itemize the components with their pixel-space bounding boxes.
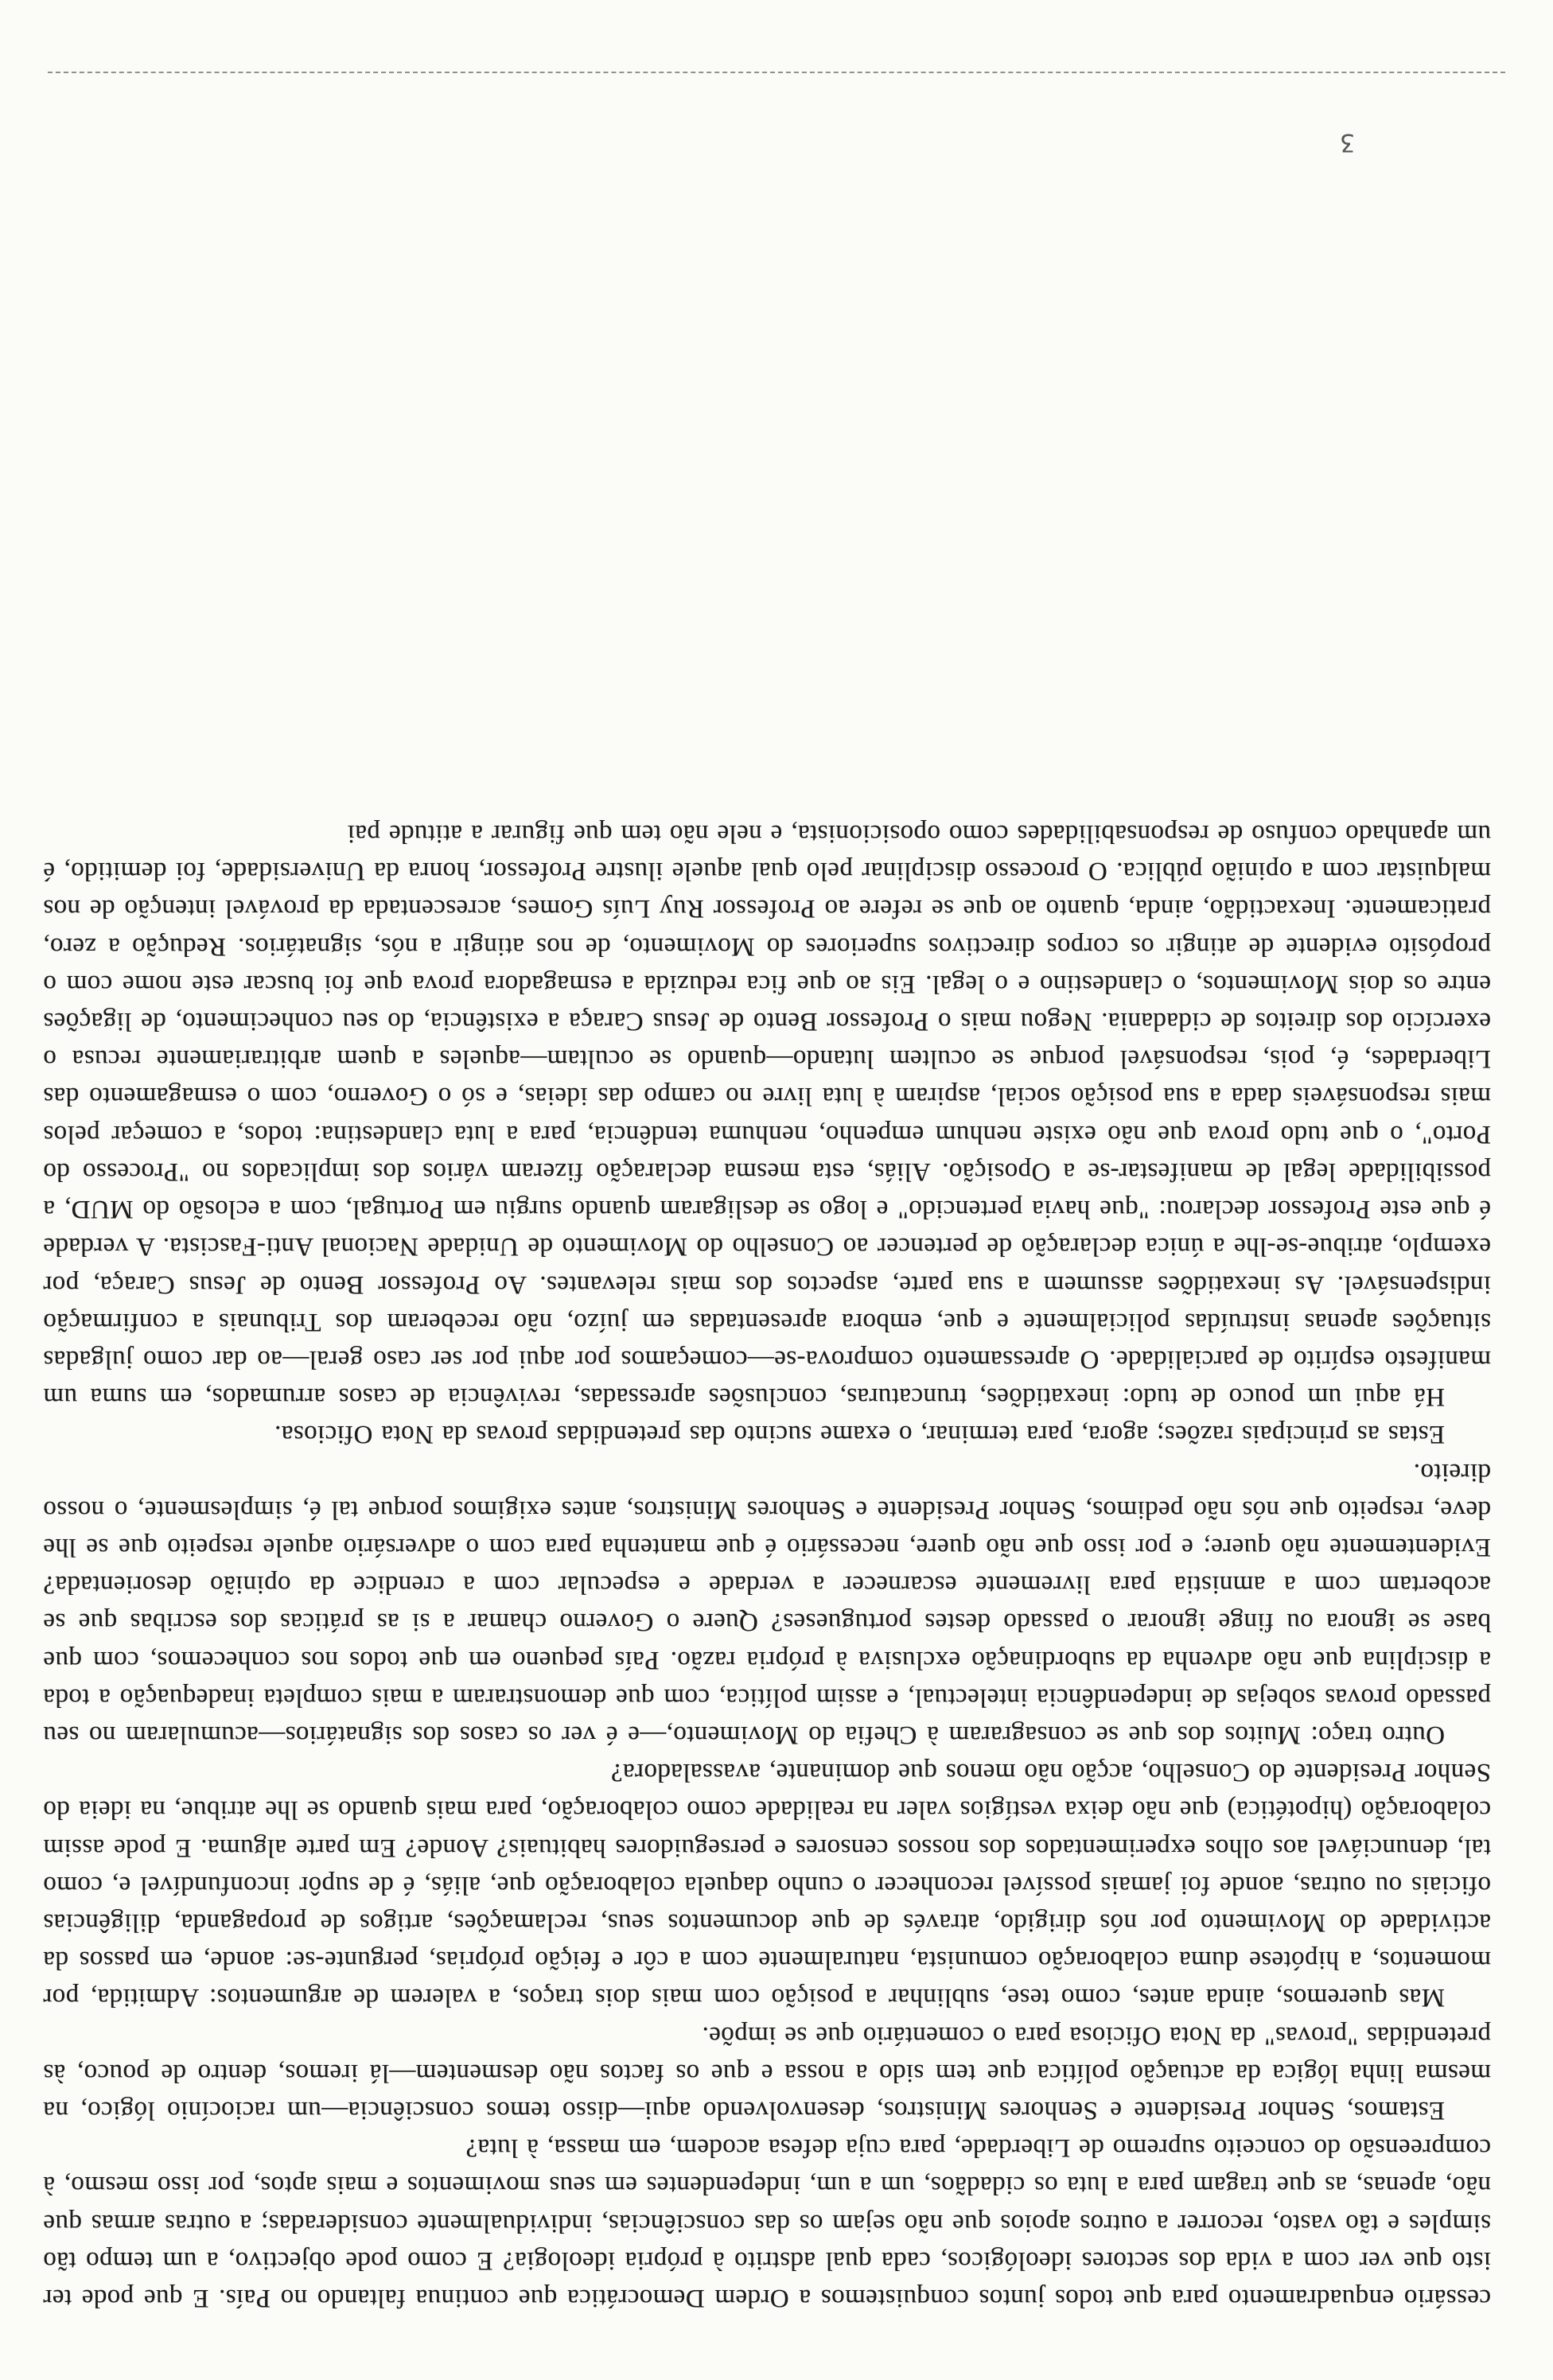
page-edge-rule — [48, 69, 1505, 73]
paragraph-6: Há aqui um pouco de tudo: inexatidões, truncaturas, conclusões apressadas, revivência de casos arrumados, em suma um manifesto espírito de parcialidade. O apressamento comprova-se—começamos por aqui por ser caso geral—ao dar como julgadas situações apenas instruídas policialmente e que, embora apresentadas em juízo, não receberam dos Tribunais a confirmação indispensável. As inexatidões assumem a sua parte, aspectos dos mais relevantes. Ao Professor Bento de Jesus Caraça, por exemplo, atribue-se-lhe a única declaração de pertencer ao Conselho do Movimento de Unidade Nacional Anti-Fascista. A verdade é que este Professor declarou: "que havia pertencido" e logo se desligaram quando surgiu em Portugal, com a eclosão do MUD, a possibilidade legal de manifestar-se a Oposição. Aliás, esta mesma declaração fizeram vários dos implicados no "Processo do Porto", o que tudo prova que não existe nenhum empenho, nenhuma tendência, para a luta clandestina: todos, a começar pelos mais responsáveis dada a sua posição social, aspiram à luta livre no campo das ideias, e só o Governo, com o esmagamento das Liberdades, é, pois, responsável porque se ocultem lutando—quando se ocultam—aqueles a quem arbitrariamente recusa o exercício dos direitos de cidadania. Negou mais o Professor Bento de Jesus Caraça a existência, do seu conhecimento, de ligações entre os dois Movimentos, o clandestino e o legal. Eis ao que fica reduzida a esmagadora prova que foi buscar este nome com o propósito evidente de atingir os corpos directivos superiores do Movimento, de nos atingir a nós, signatários. Redução a zero, praticamente. Inexactidão, ainda, quanto ao que se refere ao Professor Ruy Luís Gomes, acrescentada da provável intenção de nos malquistar com a opinião pública. O processo disciplinar pelo qual aquele ilustre Professor, honra da Universidade, foi demitido, é um apanhado confuso de responsabilidades como oposicionista, e nele não tem que figurar a atitude pai — [43, 819, 1491, 1412]
stray-pen-mark: ʒ — [1340, 133, 1354, 161]
paragraph-5: Estas as principais razões; agora, para terminar, o exame sucinto das pretendidas provas da Nota Oficiosa. — [274, 1420, 1445, 1449]
paragraph-2: Estamos, Senhor Presidente e Senhores Ministros, desenvolvendo aqui—disso temos consciência—um raciocínio lógico, na mesma linha lógica da actuação política que tem sido a nossa e que os factos não desmentem—lá iremos, dentro de pouco, às pretendidas "provas" da Nota Oficiosa para o comentário que se impõe. — [43, 2020, 1491, 2125]
paragraph-4: Outro traço: Muitos dos que se consagraram à Chefia do Movimento,—e é ver os casos dos signatários—acumularam no seu passado provas sobejas de independência intelectual, e assim política, com que demonstraram a mais completa inadequação a toda a disciplina que não advenha da subordinação exclusiva à própria razão. País pequeno em que todos nos conhecemos, com que base se ignora ou finge ignorar o passado destes portugueses? Quere o Governo chamar a si as práticas dos escribas que se acobertam com a amnistia para livremente escarnecer a verdade e especular com a crendice da opinião desorientada? Evidentemente não quere; e por isso que não quere, necessário é que mantenha para com o adversário aquele respeito que se lhe deve, respeito que nós não pedimos, Senhor Presidente e Senhores Ministros, antes exigimos porque tal é, simplesmente, o nosso direito. — [43, 1457, 1491, 1749]
paragraph-1: cessário enquadramento para que todos juntos conquistemos a Ordem Democrática que continua faltando no País. E que pode ter isto que ver com a vida dos sectores ideológicos, cada qual adstrito à própria ideologia? E como pode objectivo, a um tempo tão simples e tão vasto, recorrer a outros apoios que não sejam os das consciências, individualmente consideradas; a outras armas que não, apenas, as que tragam para a luta os cidadãos, um a um, independentes em seus movimentos e mais aptos, por isso mesmo, à compreensão do conceito supremo de Liberdade, para cuja defesa acodem, em massa, à luta? — [43, 2133, 1491, 2312]
document-body — [43, 815, 1491, 2316]
paragraph-3: Mas queremos, ainda antes, como tese, sublinhar a posição com mais dois traços, a valerem de argumentos: Admitida, por momentos, a hipótese duma colaboração comunista, naturalmente com a côr e feição próprias, pergunte-se: aonde, em passos da actividade do Movimento por nós dirigido, através de que documentos seus, reclamações, artigos de propaganda, diligências oficiais ou outras, aonde foi jamais possível reconhecer o cunho daquela colaboração que, aliás, é de supôr inconfundível e, como tal, denunciável aos olhos experimentados dos nossos censores e perseguidores habituais? Aonde? Em parte alguma. E pode assim colaboração (hipotética) que não deixa vestígios valer na realidade como colaboração, para mais quando se lhe atribue, na ideia do Senhor Presidente do Conselho, acção não menos que dominante, avassaladora? — [43, 1758, 1491, 2012]
